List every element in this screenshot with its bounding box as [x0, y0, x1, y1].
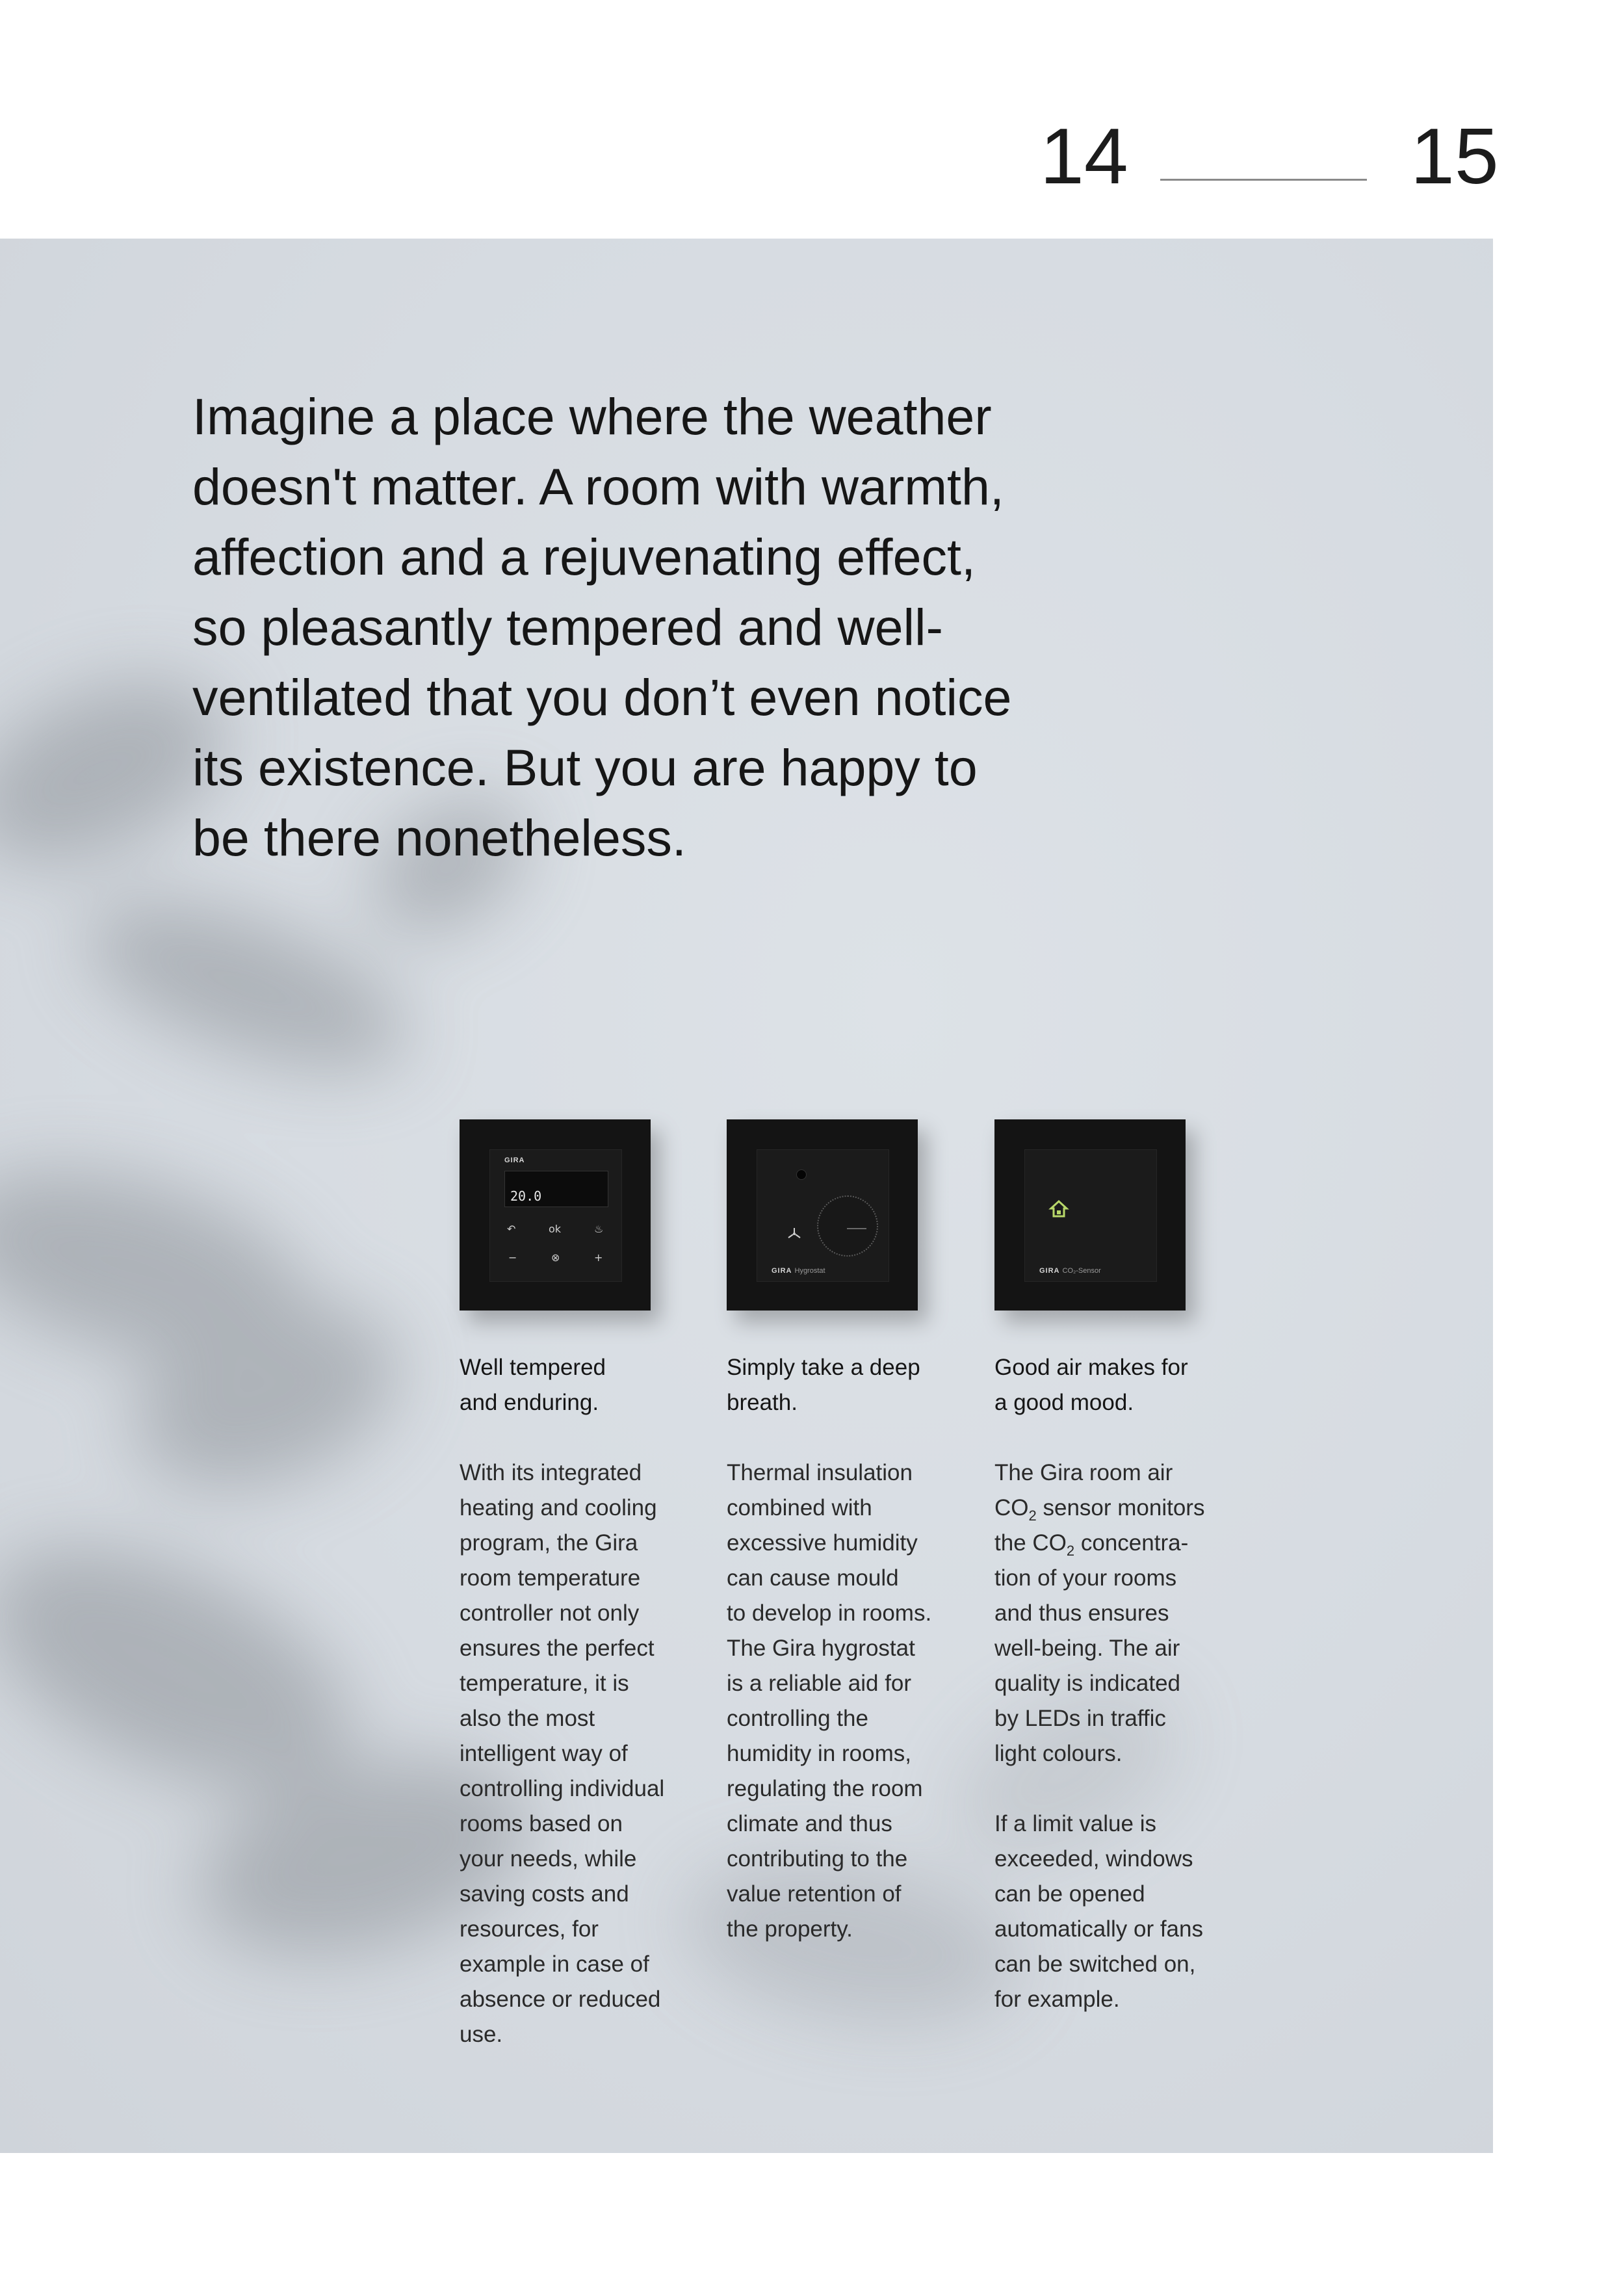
column-title: Good air makes for a good mood. [994, 1355, 1188, 1415]
fan-icon [786, 1227, 803, 1241]
column-temperature [460, 1350, 707, 2087]
humidity-dial [817, 1195, 878, 1257]
device-co2-sensor [994, 1119, 1186, 1311]
status-led-icon [796, 1169, 807, 1180]
heating-icon: ♨ [594, 1223, 604, 1235]
column-body: If a limit value is exceeded, windows can be opened automatically or fans can be switched on, for example. [994, 1811, 1203, 2012]
fan-off-icon: ⊗ [551, 1251, 560, 1264]
content-panel [0, 239, 1493, 2153]
device-brand-label: GIRA Hygrostat [772, 1267, 825, 1275]
house-icon [1048, 1198, 1069, 1219]
plus-icon: + [594, 1251, 603, 1264]
column-body: The Gira room air $CO_2$ sensor monitors the $CO_2$ concentra- tion of your rooms and thus ensures well-being. The air quality is indicated by LEDs in traffic light colours. [994, 1460, 1205, 1766]
device-hygrostat [727, 1119, 918, 1311]
page-numbers [0, 111, 1623, 202]
page-number-right: 15 [1410, 112, 1499, 200]
device-type-label: Hygrostat [794, 1267, 825, 1275]
column-title: Simply take a deep breath. [727, 1355, 920, 1415]
device-insert [489, 1149, 622, 1282]
minus-icon: − [508, 1251, 517, 1264]
device-temperature-controller [460, 1119, 651, 1311]
device-insert [1024, 1149, 1157, 1282]
back-icon: ↶ [507, 1223, 516, 1235]
device-brand-label: GIRA [504, 1156, 525, 1164]
device-insert [757, 1149, 889, 1282]
display-temperature: 20.0 [510, 1188, 542, 1204]
column-body: With its integrated heating and cooling program, the Gira room temperature controller not only ensures the perfect temperature, it is also the most intelligent way of controlling individual rooms based on your needs, while saving costs and resources, for example in case of absence or reduced use. [460, 1460, 665, 2047]
device-brand-label: GIRA CO₂-Sensor [1039, 1267, 1101, 1275]
lcd-display [504, 1171, 608, 1207]
column-co2 [994, 1350, 1241, 2052]
page-number-divider [1160, 179, 1367, 181]
column-body: Thermal insulation combined with excessive humidity can cause mould to develop in rooms. The Gira hygrostat is a reliable aid for controlling the humidity in rooms, regulating the room climate and thus contributing to the value retention of the property. [727, 1460, 932, 1942]
device-type-label: CO₂-Sensor [1062, 1267, 1101, 1275]
column-hygrostat [727, 1350, 974, 1982]
headline: Imagine a place where the weather doesn't matter. A room with warmth, affection and a rejuvenating effect, so pleasantly tempered and well- ventilated that you don’t even notice its existence. But you are happy to be there nonetheless. [192, 387, 1012, 867]
page-number-left: 14 [1040, 112, 1128, 200]
column-title: Well tempered and enduring. [460, 1355, 606, 1415]
ok-key-label: ok [549, 1223, 562, 1235]
